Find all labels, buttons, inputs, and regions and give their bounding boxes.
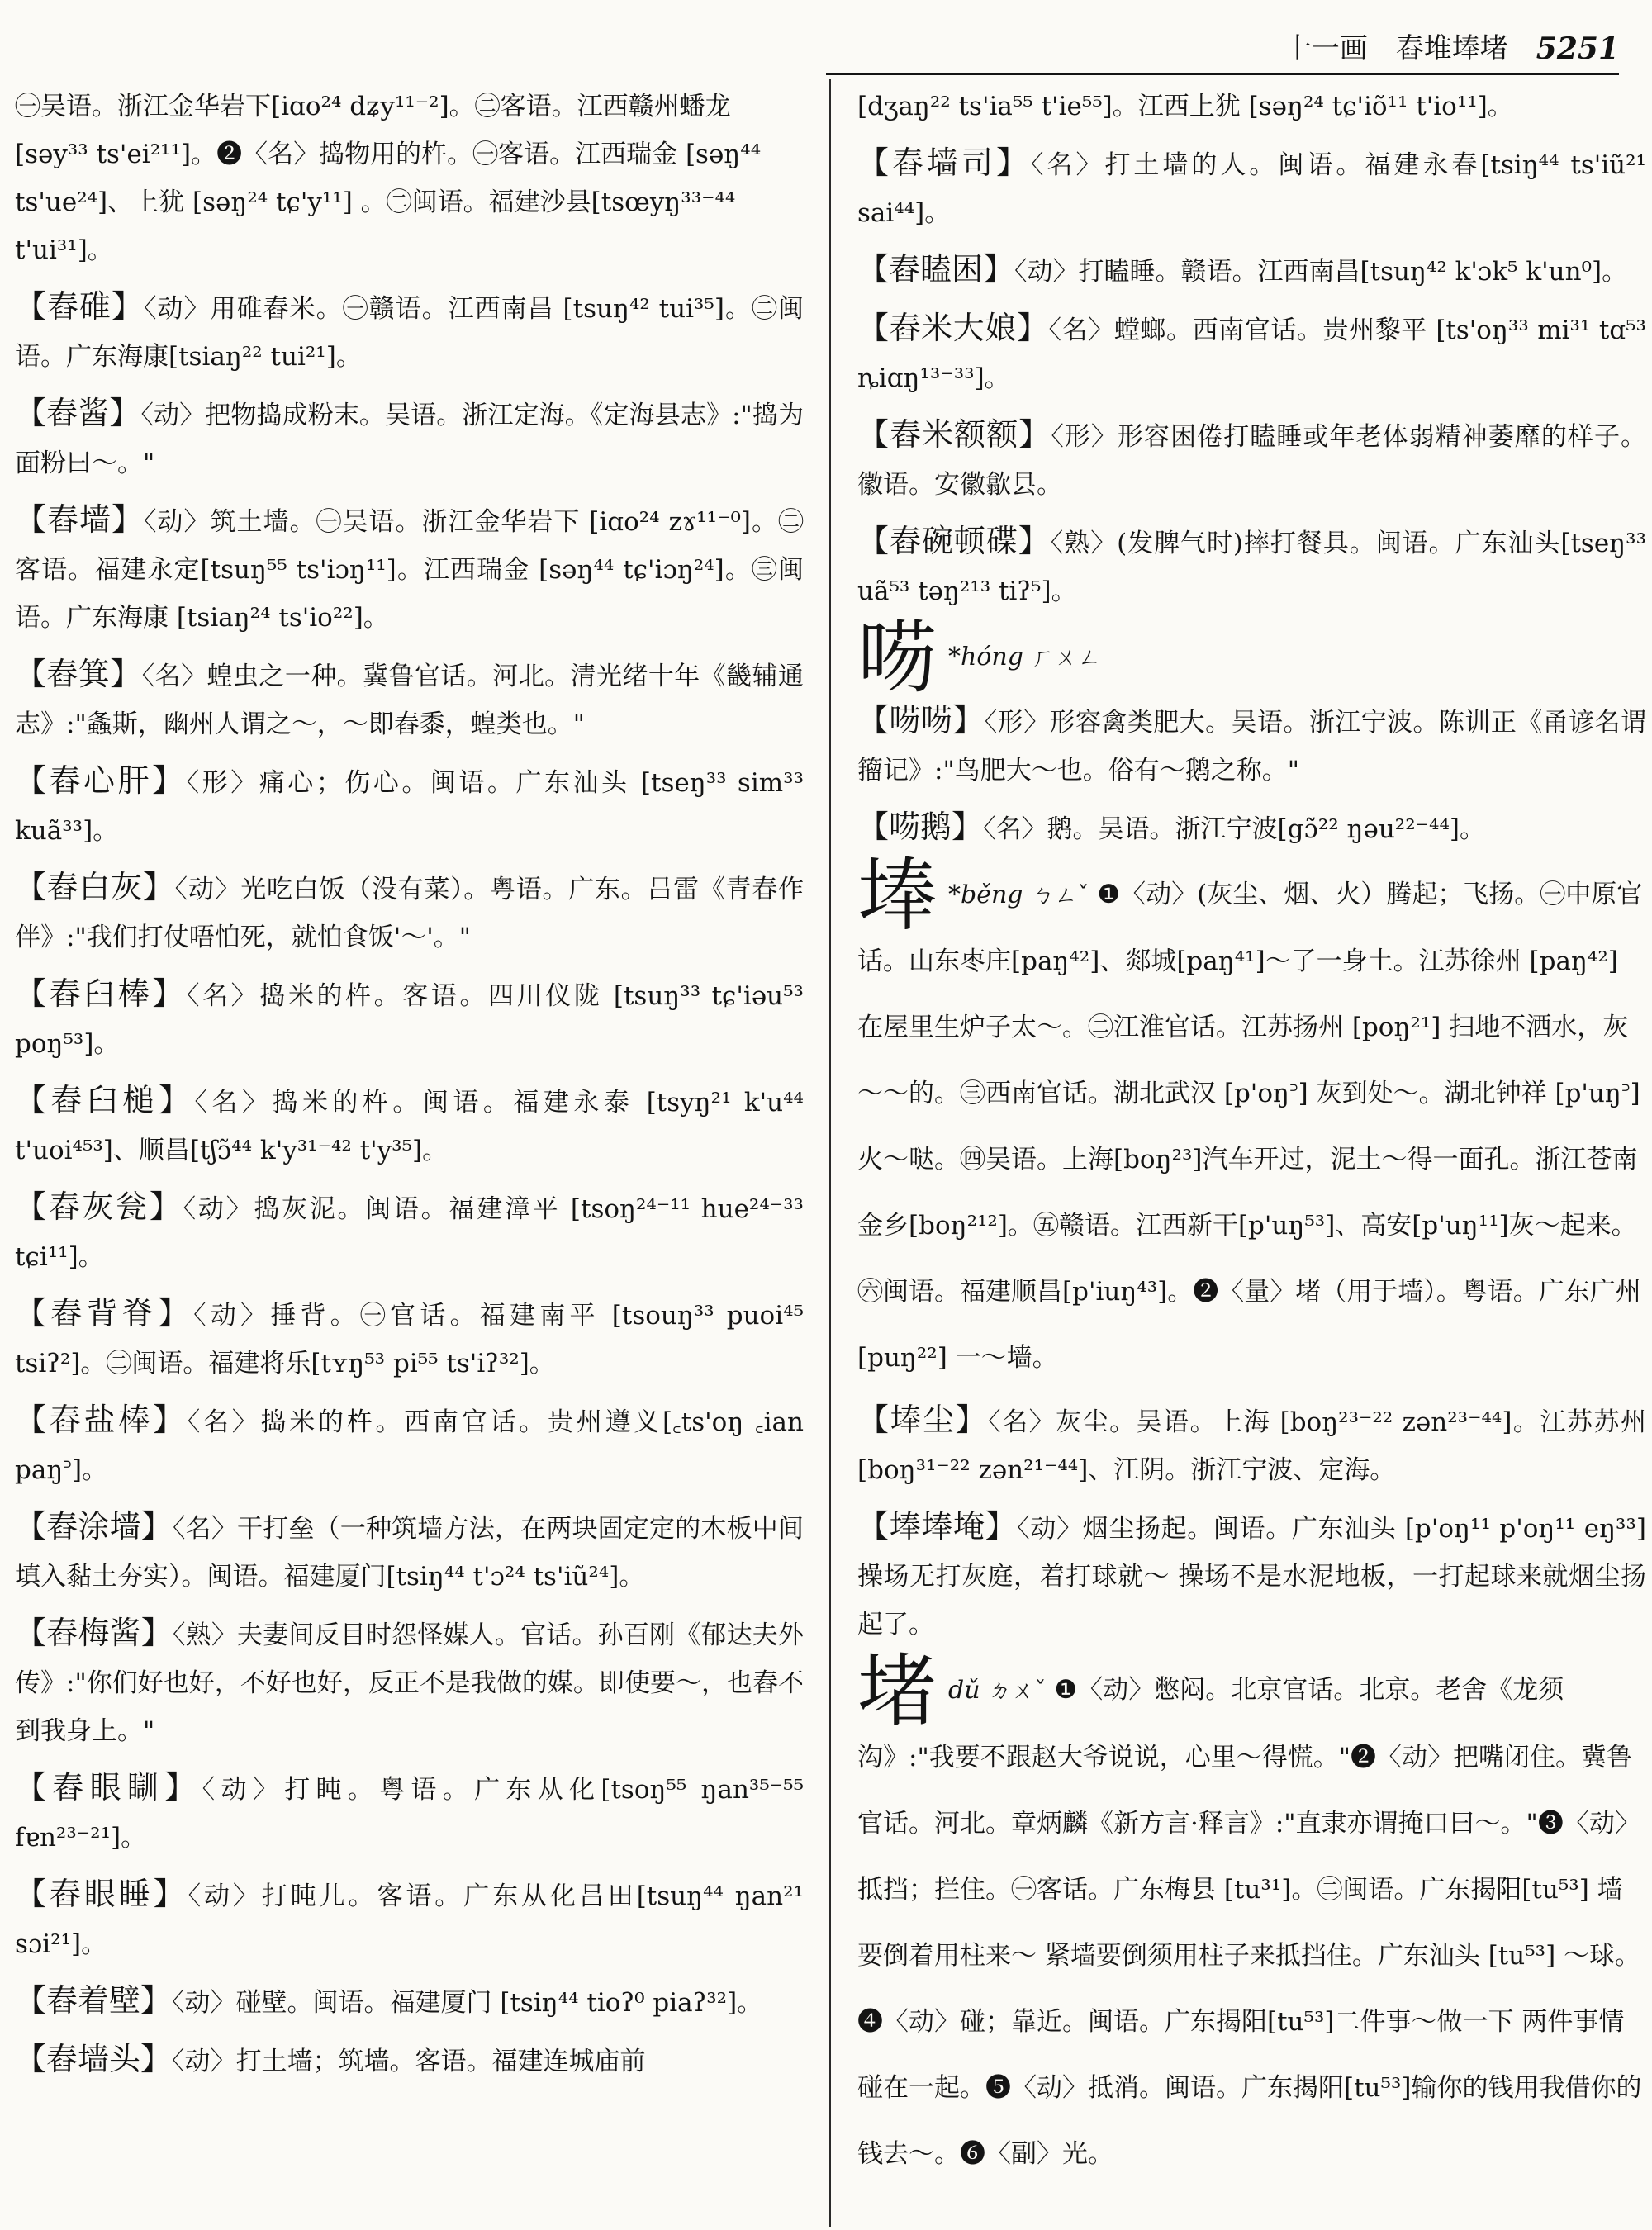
entry-headword: 【舂眼睡】 — [15, 1876, 188, 1912]
entry-headword: 【舂背脊】 — [15, 1295, 194, 1331]
dictionary-entry — [15, 1183, 804, 1281]
definition-text: 〈名〉鹅。吴语。浙江宁波[gɔ̃²² ŋəu²²⁻⁴⁴]。 — [983, 814, 1485, 844]
entry-headword: 【舂臼棒】 — [15, 975, 187, 1012]
header-section: 十一画 — [1283, 32, 1368, 65]
definition-text: 〈动〉烟尘扬起。闽语。广东汕头 [p'oŋ¹¹ p'oŋ¹¹ eŋ³³] 操场无打灰庭，着打球就～ 操场不是水泥地板，一打起球来就烟尘扬起了。 — [857, 1514, 1646, 1639]
dictionary-entry — [15, 1076, 804, 1174]
definition-text: 〈动〉打盹。粤语。广东从化[tsoŋ⁵⁵ ŋan³⁵⁻⁵⁵ fɐn²³⁻²¹]。 — [15, 1775, 804, 1853]
dictionary-entry — [857, 1396, 1646, 1494]
entry-headword: 【舂着壁】 — [15, 1982, 173, 2019]
page-header — [826, 18, 1619, 75]
entry-headword: 【㖴㖴】 — [857, 701, 985, 738]
page-number: 5251 — [1536, 31, 1619, 66]
definition-text: 〈形〉痛心；伤心。闽语。广东汕头 [tseŋ³³ sim³³ kuã³³]。 — [15, 768, 804, 846]
definition-text: 〈名〉捣米的杵。客语。四川仪陇 [tsuŋ³³ tɕ'iəu⁵³ poŋ⁵³]。 — [15, 981, 804, 1059]
pinyin: *hóng — [948, 643, 1023, 671]
header-chars: 舂堆埲堵 — [1395, 32, 1508, 65]
head-character-entry — [857, 1644, 1646, 2187]
definition-text: 〈熟〉夫妻间反目时怨怪媒人。官话。孙百刚《郁达夫外传》:"你们好也好，不好也好，反正不是我做的媒。即使要～，也舂不到我身上。" — [15, 1620, 804, 1746]
definition-text: 〈名〉干打垒（一种筑墙方法，在两块固定定的木板中间填入黏土夯实）。闽语。福建厦门[tsiŋ⁴⁴ t'ɔ²⁴ ts'iũ²⁴]。 — [15, 1514, 804, 1592]
entry-headword: 【舂臼槌】 — [15, 1082, 195, 1118]
bopomofo: ㄏㄨㄥ — [1031, 643, 1101, 671]
head-character-entry — [857, 849, 1646, 1392]
definition-text: 〈动〉捶背。㊀官话。福建南平 [tsouŋ³³ puoi⁴⁵ tsiʔ²]。㊁闽语。福建将乐[tʏŋ⁵³ pi⁵⁵ ts'iʔ³²]。 — [15, 1301, 804, 1378]
entry-headword: 【舂眼瞓】 — [15, 1769, 202, 1805]
definition-text: 〈熟〉(发脾气时)摔打餐具。闽语。广东汕头[tseŋ³³ uã⁵³ təŋ²¹³ tiʔ⁵]。 — [857, 529, 1646, 606]
definition-text: 〈名〉灰尘。吴语。上海 [boŋ²³⁻²² zən²³⁻⁴⁴]。江苏苏州 [boŋ³¹⁻²² zən²¹⁻⁴⁴]、江阴。浙江宁波、定海。 — [857, 1407, 1646, 1485]
head-character: 堵 — [857, 1644, 937, 1738]
entry-headword: 【舂墙头】 — [15, 2041, 173, 2077]
definition-text: 〈动〉用碓舂米。㊀赣语。江西南昌 [tsuŋ⁴² tui³⁵]。㊁闽语。广东海康[tsiaŋ²² tui²¹]。 — [15, 294, 804, 372]
entry-headword: 【舂墙】 — [15, 501, 144, 538]
entry-headword: 【舂心肝】 — [15, 762, 187, 799]
dictionary-entry — [857, 517, 1646, 615]
entry-headword: 【舂瞌困】 — [857, 251, 1015, 287]
dictionary-entry — [15, 496, 804, 642]
bopomofo: ㄉㄨˇ — [988, 1677, 1047, 1704]
definition-text: 〈名〉捣米的杵。闽语。福建永泰 [tsyŋ²¹ k'u⁴⁴ t'uoi⁴⁵³]、顺昌[tʃɔ̃⁴⁴ k'y³¹⁻⁴² t'y³⁵]。 — [15, 1088, 804, 1165]
entry-headword: 【舂盐棒】 — [15, 1402, 188, 1438]
definition-text: 〈动〉光吃白饭（没有菜）。粤语。广东。吕雷《青春作伴》:"我们打仗唔怕死，就怕食饭'～'。" — [15, 875, 804, 952]
definition-text: 〈动〉筑土墙。㊀吴语。浙江金华岩下 [iɑo²⁴ zɤ¹¹⁻⁰]。㊁客语。福建永定[tsuŋ⁵⁵ ts'iɔŋ¹¹]。江西瑞金 [səŋ⁴⁴ tɕ'iɔŋ²⁴]。㊂闽语。广东海康 [tsiaŋ²⁴ ts'io²²]。 — [15, 507, 804, 633]
dictionary-entry — [857, 1502, 1646, 1649]
dictionary-entry — [15, 1502, 804, 1601]
dictionary-entry — [15, 1609, 804, 1755]
definition-text: 〈动〉打土墙；筑墙。客语。福建连城庙前 — [172, 2047, 646, 2076]
head-character-entry — [857, 611, 1646, 705]
head-character: 㖴 — [857, 611, 937, 705]
entry-headword: 【舂碓】 — [15, 288, 145, 325]
entry-headword: 【舂碗顿碟】 — [857, 523, 1051, 559]
entry-headword: 【舂梅酱】 — [15, 1615, 173, 1651]
dictionary-entry — [15, 757, 804, 855]
dictionary-entry — [857, 803, 1646, 853]
definition-text: 〈动〉打盹儿。客语。广东从化吕田[tsuŋ⁴⁴ ŋan²¹ sɔi²¹]。 — [15, 1881, 804, 1959]
entry-headword: 【㖴鹅】 — [857, 808, 984, 845]
entry-headword: 【舂箕】 — [15, 656, 142, 692]
entry-headword: 【舂涂墙】 — [15, 1508, 173, 1544]
definition-text: 〈动〉把物捣成粉末。吴语。浙江定海。《定海县志》:"捣为面粉曰～。" — [15, 401, 804, 478]
dictionary-entry — [857, 245, 1646, 296]
dictionary-entry — [15, 282, 804, 381]
definition-text: 〈动〉碰壁。闽语。福建厦门 [tsiŋ⁴⁴ tioʔ⁰ piaʔ³²]。 — [172, 1988, 763, 2018]
entry-headword: 【埲尘】 — [857, 1402, 989, 1438]
definition-text: 〈名〉螳螂。西南官话。贵州黎平 [ts'oŋ³³ mi³¹ tɑ⁵³ ȵiɑŋ¹³⁻³³]。 — [857, 316, 1646, 393]
dictionary-entry — [15, 1289, 804, 1388]
definition-text: 〈动〉捣灰泥。闽语。福建漳平 [tsoŋ²⁴⁻¹¹ hue²⁴⁻³³ tɕi¹¹]。 — [15, 1194, 804, 1272]
definition-text: 〈名〉捣米的杵。西南官话。贵州遵义[꜀ts'oŋ ꜀ian paŋ꜄]。 — [15, 1407, 804, 1485]
entry-headword: 【舂灰瓮】 — [15, 1189, 183, 1225]
dictionary-entry — [857, 696, 1646, 795]
entry-headword: 【舂白灰】 — [15, 869, 175, 905]
entry-headword: 【舂酱】 — [15, 395, 141, 431]
continued-text: ㊀吴语。浙江金华岩下[iɑo²⁴ dʑy¹¹⁻²]。㊁客语。江西赣州蟠龙 [səy³³ ts'ei²¹¹]。❷〈名〉捣物用的杵。㊀客语。江西瑞金 [səŋ⁴⁴ ts'ue²⁴]、上犹 [səŋ²⁴ tɕ'y¹¹] 。㊁闽语。福建沙县[tsœyŋ³³⁻⁴⁴ t'ui³¹]。 — [15, 92, 762, 265]
pinyin: dǔ — [948, 1676, 980, 1705]
definition-text: 〈名〉打土墙的人。闽语。福建永春[tsiŋ⁴⁴ ts'iũ²¹ sai⁴⁴]。 — [857, 150, 1646, 228]
column-divider — [829, 79, 831, 2227]
dictionary-entry — [15, 389, 804, 487]
head-character: 埲 — [857, 849, 937, 942]
entry-headword: 【埲埲埯】 — [857, 1508, 1018, 1544]
right-column — [857, 83, 1646, 2222]
entry-headword: 【舂墙司】 — [857, 145, 1031, 181]
definition-text: 〈名〉蝗虫之一种。冀鲁官话。河北。清光绪十年《畿辅通志》:"螽斯，幽州人谓之～，～即舂黍，蝗类也。" — [15, 662, 804, 739]
pinyin: *běng — [948, 880, 1023, 909]
entry-headword: 【舂米额额】 — [857, 416, 1051, 453]
definition-text: ❶〈动〉憋闷。北京官话。北京。老舍《龙须沟》:"我要不跟赵大爷说说，心里～得慌。"❷〈动〉把嘴闭住。冀鲁官话。河北。章炳麟《新方言·释言》:"直隶亦谓掩口曰～。"❸〈动〉抵挡；拦住。㊀客话。广东梅县 [tu³¹]。㊁闽语。广东揭阳[tu⁵³] 墙要倒着用柱来～ 紧墙要倒须用柱子来抵挡住。广东汕头 [tu⁵³] ～球。❹〈动〉碰；靠近。闽语。广东揭阳[tu⁵³]二件事～做一下 两件事情碰在一起。❺〈动〉抵消。闽语。广东揭阳[tu⁵³]输你的钱用我借你的钱去～。❻〈副〉光。 — [857, 1675, 1642, 2169]
dictionary-entry — [857, 304, 1646, 402]
dictionary-entry — [15, 1976, 804, 2027]
left-column — [15, 83, 804, 2222]
dictionary-entry — [15, 650, 804, 748]
dictionary-entry — [15, 970, 804, 1068]
dictionary-entry — [15, 1870, 804, 1968]
bopomofo: ㄅㄥˇ — [1031, 880, 1089, 909]
definition-text: 〈动〉打瞌睡。赣语。江西南昌[tsuŋ⁴² k'ɔk⁵ k'un⁰]。 — [1014, 257, 1628, 287]
entry-headword: 【舂米大娘】 — [857, 310, 1049, 346]
dictionary-entry — [857, 139, 1646, 237]
definition-text: ❶〈动〉(灰尘、烟、火）腾起；飞扬。㊀中原官话。山东枣庄[paŋ⁴²]、郯城[paŋ⁴¹]～了一身土。江苏徐州 [paŋ⁴²] 在屋里生炉子太～。㊁江淮官话。江苏扬州 [poŋ²¹] 扫地不洒水，灰～～的。㊂西南官话。湖北武汉 [p'oŋ꜄] 灰到处～。湖北钟祥 [p'uŋ꜄] 火～哒。㊃吴语。上海[boŋ²³]汽车开过，泥土～得一面孔。浙江苍南金乡[boŋ²¹²]。㊄赣语。江西新干[p'uŋ⁵³]、高安[p'uŋ¹¹]灰～起来。㊅闽语。福建顺昌[p'iuŋ⁴³]。❷〈量〉堵（用于墙）。粤语。广东广州 [puŋ²²] 一～墙。 — [857, 879, 1643, 1373]
definition-text: 〈形〉形容禽类肥大。吴语。浙江宁波。陈训正《甬谚名谓籀记》:"鸟肥大～也。俗有～鹅之称。" — [857, 707, 1646, 785]
definition-text: 〈形〉形容困倦打瞌睡或年老体弱精神萎靡的样子。徽语。安徽歙县。 — [857, 422, 1646, 500]
dictionary-entry — [15, 1763, 804, 1862]
dictionary-entry — [15, 1396, 804, 1494]
continued-text: [dʒaŋ²² ts'ia⁵⁵ t'ie⁵⁵]。江西上犹 [səŋ²⁴ tɕ'iõ¹¹ t'io¹¹]。 — [857, 92, 1513, 121]
dictionary-entry — [857, 410, 1646, 509]
dictionary-entry — [15, 2035, 804, 2085]
dictionary-entry — [15, 863, 804, 961]
